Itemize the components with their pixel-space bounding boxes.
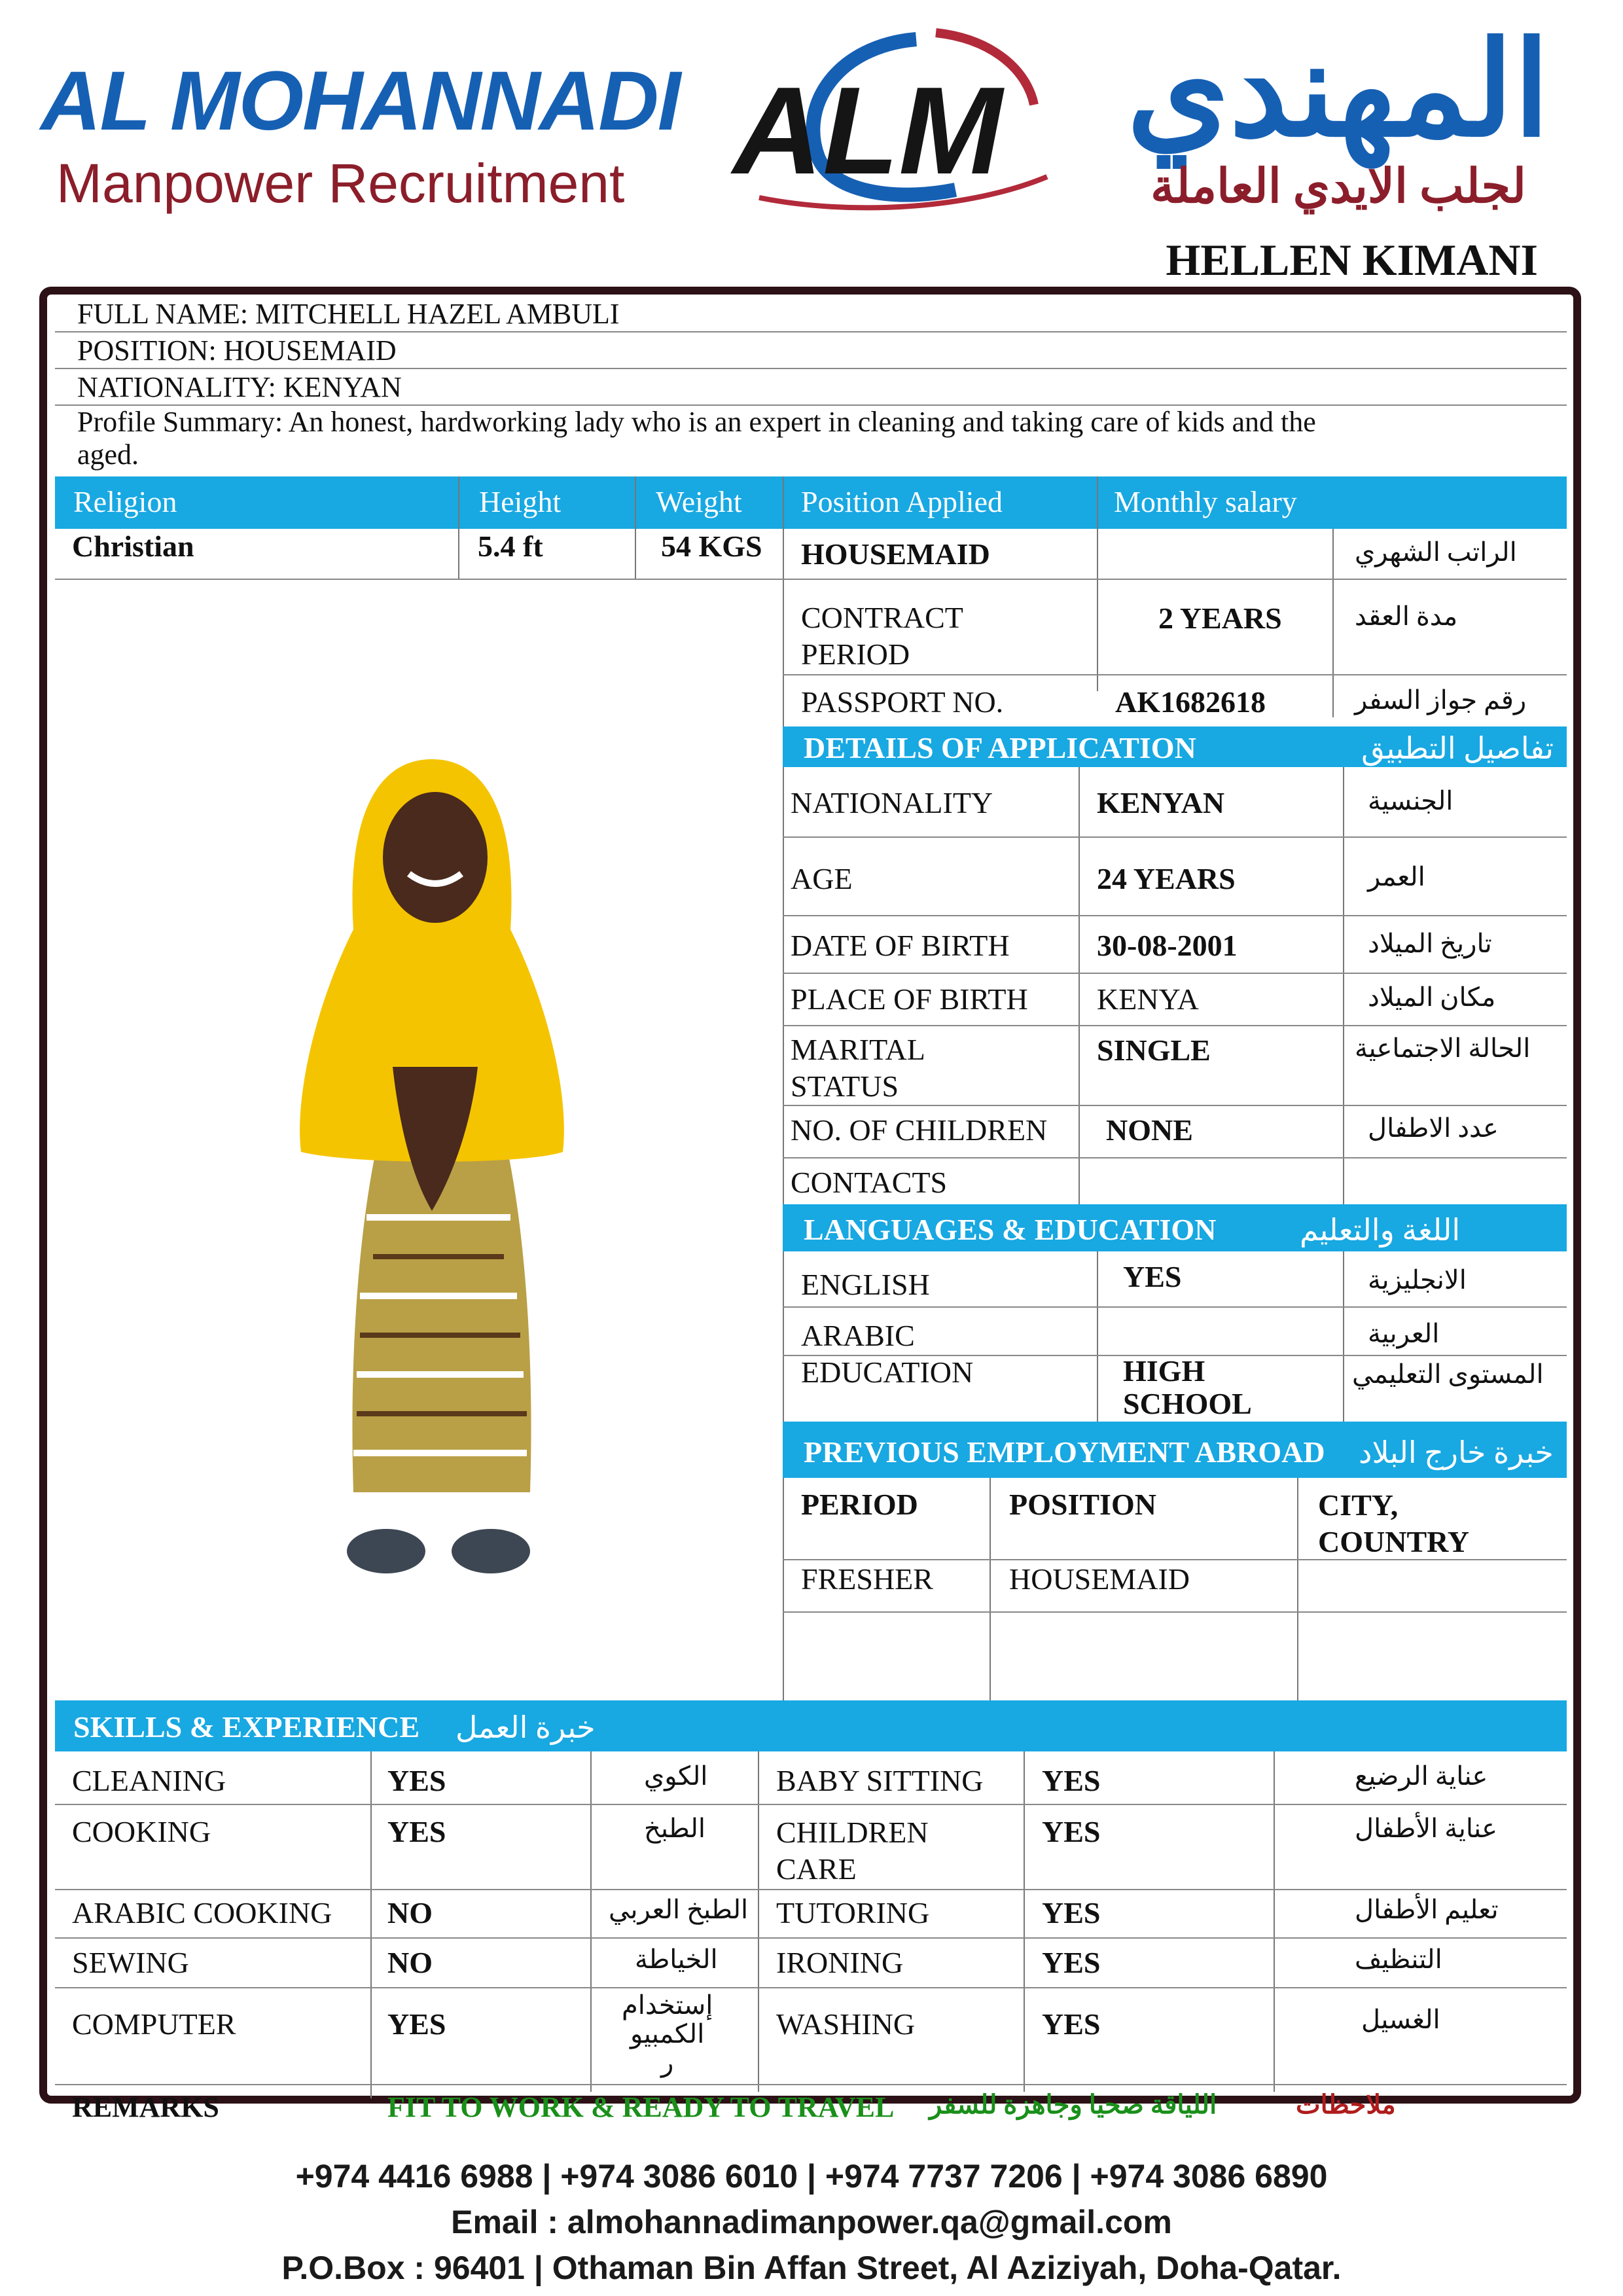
skills-title: SKILLS & EXPERIENCE [73, 1710, 420, 1744]
employment-row-period: FRESHER [801, 1562, 933, 1596]
skill-cooking-ar: الطبخ [644, 1814, 706, 1843]
weight-value: 54 KGS [661, 529, 762, 563]
monthly-salary-ar: الراتب الشهري [1355, 537, 1517, 567]
religion-value: Christian [72, 529, 194, 563]
skill-cleaning-value: YES [387, 1764, 446, 1797]
skill-babysitting-label: BABY SITTING [776, 1764, 984, 1797]
arabic-brand [1060, 19, 1616, 216]
position-row: POSITION: HOUSEMAID [55, 332, 1567, 369]
physical-header-bar [55, 476, 1567, 529]
skill-computer-value: YES [387, 2007, 446, 2041]
skill-babysitting-ar: عناية الرضيع [1355, 1761, 1488, 1791]
passport-value: AK1682618 [1115, 685, 1266, 719]
profile-summary [55, 406, 1567, 476]
skill-childcare-ar: عناية الأطفال [1355, 1814, 1497, 1843]
detail-dob-ar: تاريخ الميلاد [1368, 929, 1492, 958]
contract-label-line2: PERIOD [801, 637, 910, 671]
detail-age-ar: العمر [1368, 862, 1425, 891]
footer-email: Email : almohannadimanpower.qa@gmail.com [451, 2204, 1172, 2240]
profile-summary-line1: Profile Summary: An honest, hardworking lady who is an expert in cleaning and taking care of kids and the [77, 406, 1316, 438]
header-religion: Religion [73, 485, 177, 518]
detail-nationality-label: NATIONALITY [791, 786, 993, 819]
lang-english-value: YES [1123, 1260, 1182, 1293]
skill-sewing-label: SEWING [72, 1946, 189, 1979]
employment-header-bar [783, 1422, 1567, 1478]
header-height: Height [479, 485, 562, 518]
passport-label: PASSPORT NO. [801, 685, 1004, 719]
detail-age-value: 24 YEARS [1097, 862, 1236, 895]
employment-header-position: POSITION [1009, 1488, 1156, 1521]
skill-washing-value: YES [1042, 2007, 1101, 2041]
contract-ar: مدة العقد [1355, 601, 1458, 631]
detail-pob-ar: مكان الميلاد [1368, 982, 1496, 1012]
footer-phones: +974 4416 6988 | +974 3086 6010 | +974 7737 7206 | +974 3086 6890 [295, 2158, 1328, 2195]
footer-address: P.O.Box : 96401 | Othaman Bin Affan Street, Al Aziziyah, Doha-Qatar. [281, 2250, 1342, 2286]
company-tagline: Manpower Recruitment [56, 152, 625, 214]
skill-computer-label: COMPUTER [72, 2007, 236, 2041]
skill-arabic-cooking-label: ARABIC COOKING [72, 1896, 332, 1929]
skill-arabic-cooking-ar: الطبخ العربي [609, 1895, 749, 1924]
education-value [1123, 1355, 1252, 1420]
contract-value: 2 YEARS [1158, 601, 1282, 635]
contract-label [801, 600, 963, 673]
languages-title: LANGUAGES & EDUCATION [804, 1213, 1217, 1246]
candidate-photo [275, 759, 602, 1636]
skill-arabic-cooking-value: NO [387, 1896, 433, 1929]
skill-computer-ar [622, 1991, 713, 2077]
header-monthly-salary: Monthly salary [1114, 485, 1297, 518]
profile-summary-line2: aged. [77, 439, 139, 471]
skill-ironing-ar: التنظيف [1355, 1945, 1442, 1974]
arabic-tagline: لجلب الايدي العاملة [1150, 160, 1526, 213]
arabic-company-name: المهندي [1126, 19, 1550, 164]
position-applied-value: HOUSEMAID [801, 537, 990, 571]
skill-ironing-label: IRONING [776, 1946, 904, 1979]
lang-english-ar: الانجليزية [1368, 1265, 1467, 1295]
height-value: 5.4 ft [478, 529, 543, 563]
detail-children-label: NO. OF CHILDREN [791, 1113, 1048, 1147]
skill-tutoring-ar: تعليم الأطفال [1355, 1895, 1499, 1924]
skill-tutoring-value: YES [1042, 1896, 1101, 1929]
header-position-applied: Position Applied [801, 485, 1003, 518]
skill-childcare-label-line1: CHILDREN [776, 1816, 929, 1849]
detail-pob-value: KENYA [1097, 982, 1199, 1016]
skill-cooking-value: YES [387, 1815, 446, 1848]
detail-dob-value: 30-08-2001 [1097, 929, 1238, 962]
detail-age-label: AGE [791, 862, 853, 895]
detail-marital-label-line1: MARITAL [791, 1033, 925, 1066]
detail-children-ar: عدد الاطفال [1368, 1113, 1499, 1143]
detail-contacts-label: CONTACTS [791, 1166, 948, 1199]
lang-arabic-label: ARABIC [801, 1319, 915, 1352]
skill-childcare-label-line2: CARE [776, 1852, 857, 1886]
skills-title-ar: خبرة العمل [455, 1711, 596, 1744]
skill-computer-ar-line1: إستخدام [622, 1990, 713, 2020]
employment-title: PREVIOUS EMPLOYMENT ABROAD [804, 1435, 1325, 1469]
remarks-label: REMARKS [72, 2091, 219, 2123]
skill-childcare-label [776, 1814, 929, 1888]
detail-pob-label: PLACE OF BIRTH [791, 982, 1028, 1016]
contract-label-line1: CONTRACT [801, 601, 963, 634]
details-title-ar: تفاصيل التطبيق [1361, 732, 1554, 765]
education-ar: المستوى التعليمي [1352, 1359, 1544, 1389]
detail-nationality-ar: الجنسية [1368, 786, 1454, 816]
skill-computer-ar-line2: الكمبيو [630, 2019, 705, 2049]
employment-header-period: PERIOD [801, 1488, 918, 1521]
details-title: DETAILS OF APPLICATION [804, 731, 1196, 764]
passport-ar: رقم جواز السفر [1355, 685, 1527, 715]
skill-tutoring-label: TUTORING [776, 1896, 930, 1929]
languages-title-ar: اللغة والتعليم [1300, 1213, 1461, 1247]
detail-children-value: NONE [1106, 1113, 1193, 1147]
skill-computer-ar-line3: ر [661, 2048, 674, 2077]
skill-washing-label: WASHING [776, 2007, 916, 2041]
employment-header-city [1318, 1487, 1469, 1560]
skill-sewing-ar: الخياطة [635, 1945, 718, 1974]
remarks-value-ar: اللياقة صحيا وجاهزة للسفر [929, 2090, 1217, 2119]
languages-header-bar [783, 1204, 1567, 1251]
employment-header-city-line1: CITY, [1318, 1488, 1399, 1522]
skill-babysitting-value: YES [1042, 1764, 1101, 1797]
detail-marital-label [791, 1031, 925, 1105]
education-value-line1: HIGH [1123, 1354, 1205, 1388]
remarks-value: FIT TO WORK & READY TO TRAVEL [387, 2091, 895, 2123]
skill-cleaning-ar: الكوي [644, 1761, 708, 1791]
lang-english-label: ENGLISH [801, 1268, 930, 1301]
employment-title-ar: خبرة خارج البلاد [1359, 1436, 1554, 1469]
skill-ironing-value: YES [1042, 1946, 1101, 1979]
education-label: EDUCATION [801, 1355, 974, 1389]
detail-marital-label-line2: STATUS [791, 1069, 899, 1103]
nationality-row: NATIONALITY: KENYAN [55, 369, 1567, 406]
skill-cleaning-label: CLEANING [72, 1764, 226, 1797]
company-name: AL MOHANNADI [41, 54, 680, 148]
header-weight: Weight [656, 485, 742, 518]
full-name-row: FULL NAME: MITCHELL HAZEL AMBULI [55, 297, 1567, 332]
skill-childcare-value: YES [1042, 1815, 1101, 1848]
detail-dob-label: DATE OF BIRTH [791, 929, 1010, 962]
skill-sewing-value: NO [387, 1946, 433, 1979]
detail-marital-ar: الحالة الاجتماعية [1355, 1033, 1531, 1063]
skill-washing-ar: الغسيل [1361, 2005, 1440, 2034]
logo-text: ALM [733, 62, 1003, 200]
detail-nationality-value: KENYAN [1097, 786, 1225, 819]
lang-arabic-ar: العربية [1368, 1319, 1440, 1348]
company-logo-text [41, 52, 721, 216]
employment-header-city-line2: COUNTRY [1318, 1525, 1469, 1558]
skills-header-bar [55, 1700, 1567, 1751]
skill-cooking-label: COOKING [72, 1815, 211, 1848]
employment-row-position: HOUSEMAID [1009, 1562, 1190, 1596]
detail-marital-value: SINGLE [1097, 1033, 1211, 1067]
details-header-bar [783, 726, 1567, 767]
candidate-label: HELLEN KIMANI [1166, 235, 1538, 285]
education-value-line2: SCHOOL [1123, 1387, 1252, 1420]
alm-logo-icon [720, 26, 1060, 216]
remarks-label-ar: ملاحظات [1296, 2090, 1396, 2119]
